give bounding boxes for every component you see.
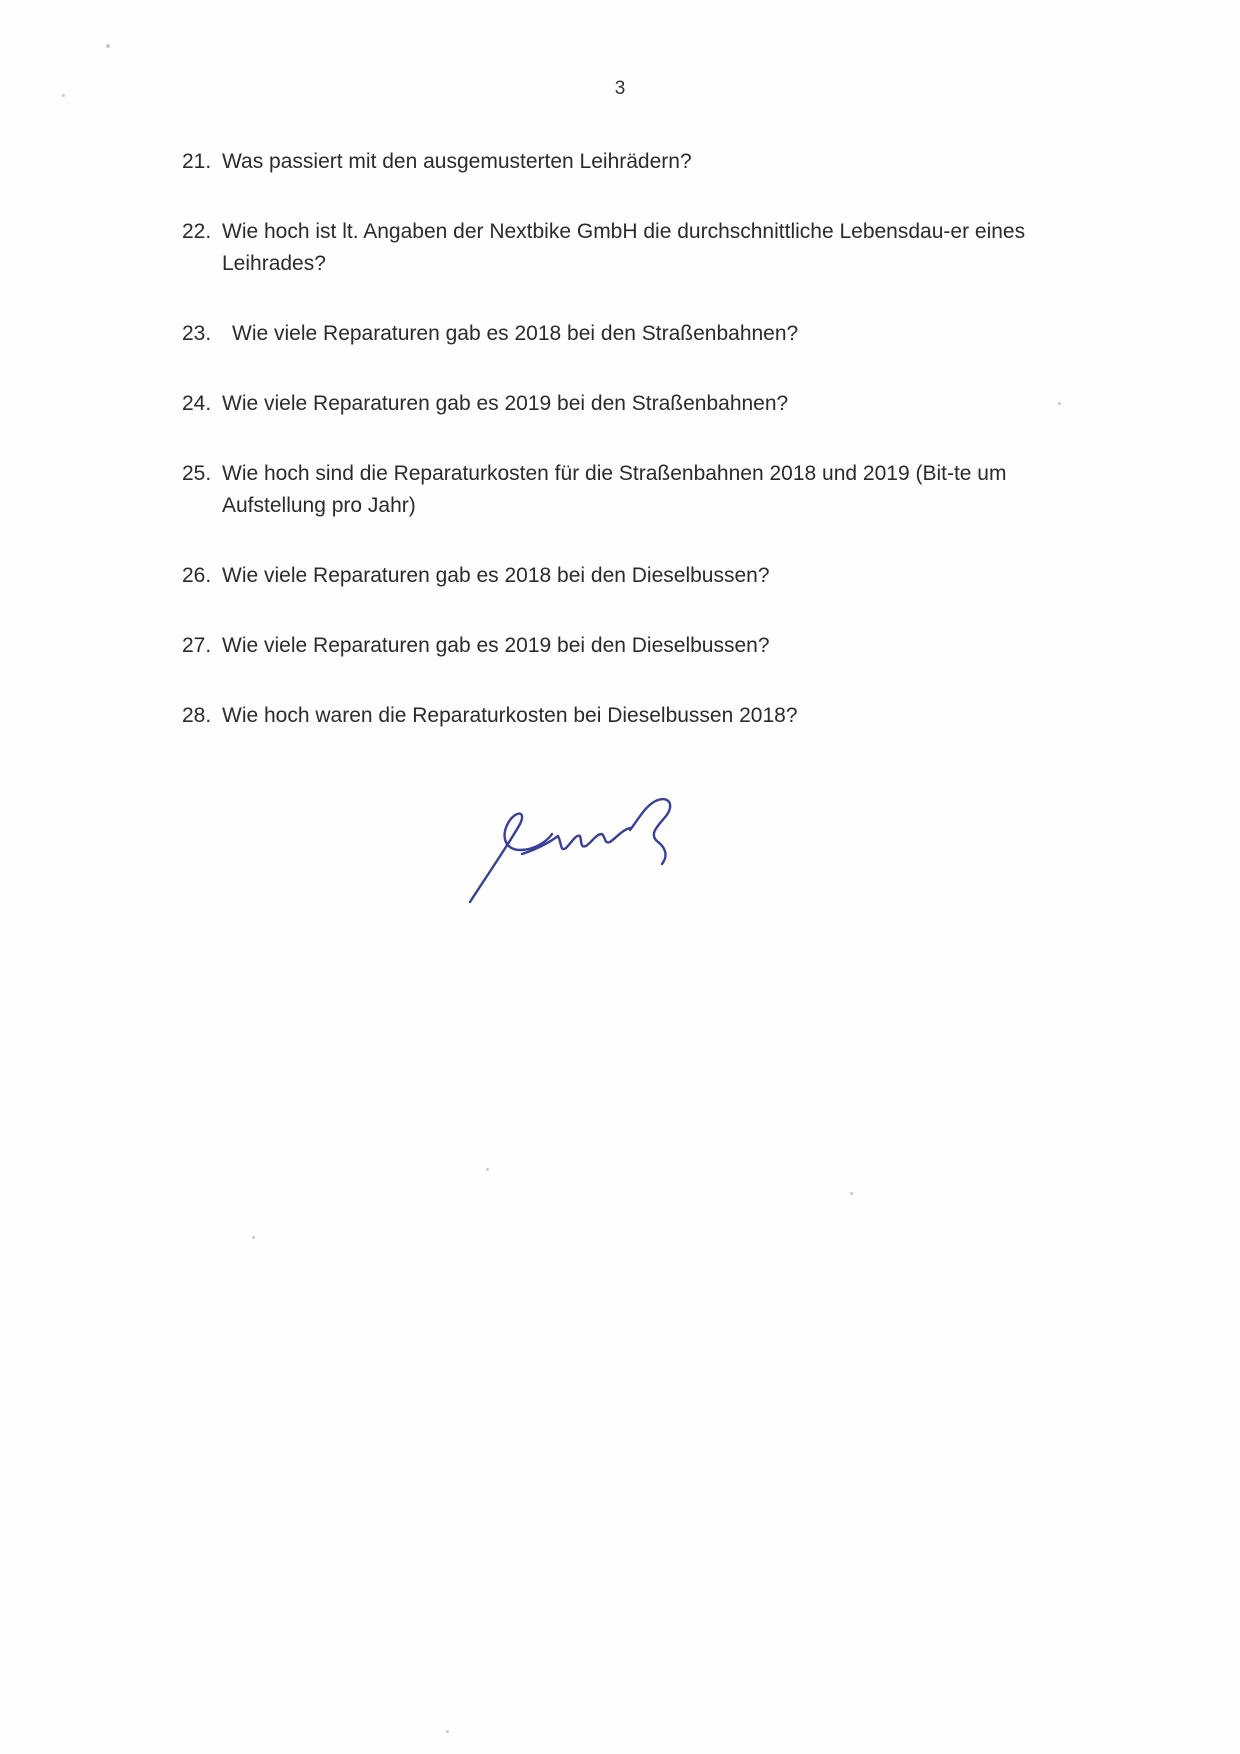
question-text: Wie hoch waren die Reparaturkosten bei Dieselbussen 2018? <box>222 704 798 727</box>
signature-stroke <box>470 814 552 902</box>
question-item <box>182 216 1102 280</box>
question-number: 22. <box>182 220 212 243</box>
question-text: Wie viele Reparaturen gab es 2018 bei den Straßenbahnen? <box>232 322 799 345</box>
question-text: Wie viele Reparaturen gab es 2019 bei den Dieselbussen? <box>222 634 770 657</box>
question-list <box>182 146 1102 770</box>
question-text: Wie hoch ist lt. Angaben der Nextbike GmbH die durchschnittliche Lebensdau-er eines Leihrades? <box>222 220 1026 275</box>
scan-speck <box>486 1168 489 1171</box>
scan-speck <box>106 44 110 48</box>
question-number: 24. <box>182 392 212 415</box>
question-number: 26. <box>182 564 212 587</box>
signature-stroke <box>522 828 630 854</box>
question-number: 27. <box>182 634 212 657</box>
question-number: 23. <box>182 322 212 345</box>
handwritten-signature <box>462 790 722 910</box>
signature-strokes <box>470 799 670 902</box>
question-text: Wie viele Reparaturen gab es 2018 bei den Dieselbussen? <box>222 564 770 587</box>
question-number: 21. <box>182 150 212 173</box>
question-item <box>182 388 1102 420</box>
question-text: Wie hoch sind die Reparaturkosten für die Straßenbahnen 2018 und 2019 (Bit-te um Aufstellung pro Jahr) <box>222 462 1007 517</box>
question-item <box>182 318 1102 350</box>
signature-stroke <box>630 799 670 864</box>
question-item <box>182 560 1102 592</box>
question-number: 25. <box>182 462 212 485</box>
question-item <box>182 700 1102 732</box>
question-item <box>182 630 1102 662</box>
question-number: 28. <box>182 704 212 727</box>
scan-speck <box>252 1236 255 1239</box>
question-item <box>182 146 1102 178</box>
question-text: Was passiert mit den ausgemusterten Leihrädern? <box>222 150 692 173</box>
question-item <box>182 458 1102 522</box>
scan-speck <box>850 1192 853 1195</box>
scan-speck <box>446 1730 449 1733</box>
page-number: 3 <box>614 78 626 99</box>
question-text: Wie viele Reparaturen gab es 2019 bei den Straßenbahnen? <box>222 392 789 415</box>
